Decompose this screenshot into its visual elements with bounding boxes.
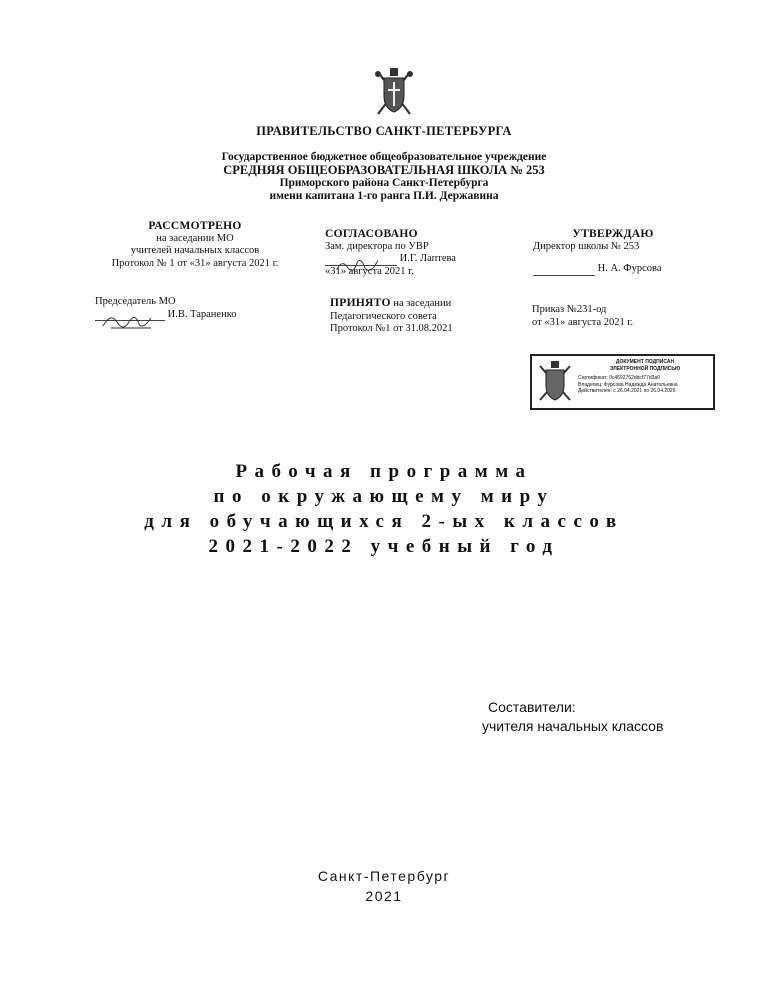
institution-block <box>0 151 768 203</box>
signature-line <box>95 320 165 321</box>
footer <box>0 866 768 906</box>
reviewed-block <box>80 220 310 270</box>
stamp-title: ЭЛЕКТРОННОЙ ПОДПИСЬЮ <box>609 365 681 372</box>
reviewed-line: Протокол № 1 от «31» августа 2021 г. <box>111 257 279 269</box>
accepted-heading-rest: на заседании <box>390 298 452 309</box>
title-line: по окружающему миру <box>213 486 555 507</box>
signature-line <box>325 265 397 266</box>
stamp-text <box>578 359 712 395</box>
accepted-heading: ПРИНЯТО <box>330 297 391 309</box>
order-number: Приказ №231-од <box>532 304 607 315</box>
reviewed-line: учителей начальных классов <box>130 245 260 256</box>
stamp-line: Действителен: с 26.04.2021 по 26.04.2026 <box>578 388 676 394</box>
agreed-position: Зам. директора по УВР <box>325 240 429 252</box>
compilers-value: учителя начальных классов <box>482 718 664 734</box>
agreed-heading: СОГЛАСОВАНО <box>325 228 418 240</box>
accepted-line: Педагогического совета <box>330 310 437 322</box>
institution-line: Государственное бюджетное общеобразовательное учреждение <box>221 151 547 163</box>
footer-city: Санкт-Петербург <box>317 868 451 884</box>
institution-line: Приморского района Санкт-Петербурга <box>279 177 489 189</box>
program-title <box>0 459 768 559</box>
agreed-date: «31» августа 2021 г. <box>325 265 414 277</box>
reviewed-line: на заседании МО <box>156 232 234 244</box>
chair-signature-row <box>95 309 295 322</box>
title-line: Рабочая программа <box>235 461 533 482</box>
reviewed-heading: РАССМОТРЕНО <box>148 220 242 232</box>
coat-of-arms-icon <box>370 66 418 120</box>
seal-icon <box>536 360 574 406</box>
compilers-label: Составители: <box>488 699 576 715</box>
agreed-block <box>325 228 505 278</box>
order-block <box>532 304 692 329</box>
agreed-name: И.Г. Лаптева <box>399 253 456 264</box>
signature-line <box>533 275 595 276</box>
chair-label: Председатель МО <box>95 296 176 307</box>
accepted-heading-row <box>330 297 510 311</box>
approved-heading: УТВЕРЖДАЮ <box>572 228 654 240</box>
title-line: для обучающихся 2-ых классов <box>144 511 624 532</box>
stamp-line: Сертификат: 0c4692762ddcf77d3a0 <box>578 375 660 381</box>
stamp-line: Владелец: Фурсова Надежда Анатольевна <box>578 381 678 388</box>
approved-name: Н. А. Фурсова <box>597 263 662 274</box>
institution-line: имени капитана 1-го ранга П.И. Державина <box>269 190 499 202</box>
institution-line: СРЕДНЯЯ ОБЩЕОБРАЗОВАТЕЛЬНАЯ ШКОЛА № 253 <box>223 163 545 177</box>
agreed-signature-row <box>325 253 505 266</box>
order-date: от «31» августа 2021 г. <box>532 316 634 328</box>
title-line: 2021-2022 учебный год <box>208 536 560 557</box>
chair-block <box>95 296 295 321</box>
signature-icon <box>101 314 161 330</box>
footer-year: 2021 <box>365 888 403 904</box>
chair-name: И.В. Тараненко <box>167 308 237 320</box>
compilers-block <box>482 698 663 736</box>
e-signature-stamp <box>530 354 715 410</box>
stamp-title: ДОКУМЕНТ ПОДПИСАН <box>615 359 675 365</box>
approved-block <box>533 228 693 276</box>
accepted-line: Протокол №1 от 31.08.2021 <box>330 323 453 334</box>
approved-signature-row <box>533 263 693 276</box>
approved-position: Директор школы № 253 <box>533 240 640 252</box>
accepted-block <box>330 297 510 336</box>
signature-icon <box>333 258 389 274</box>
government-heading: ПРАВИТЕЛЬСТВО САНКТ-ПЕТЕРБУРГА <box>256 124 512 138</box>
